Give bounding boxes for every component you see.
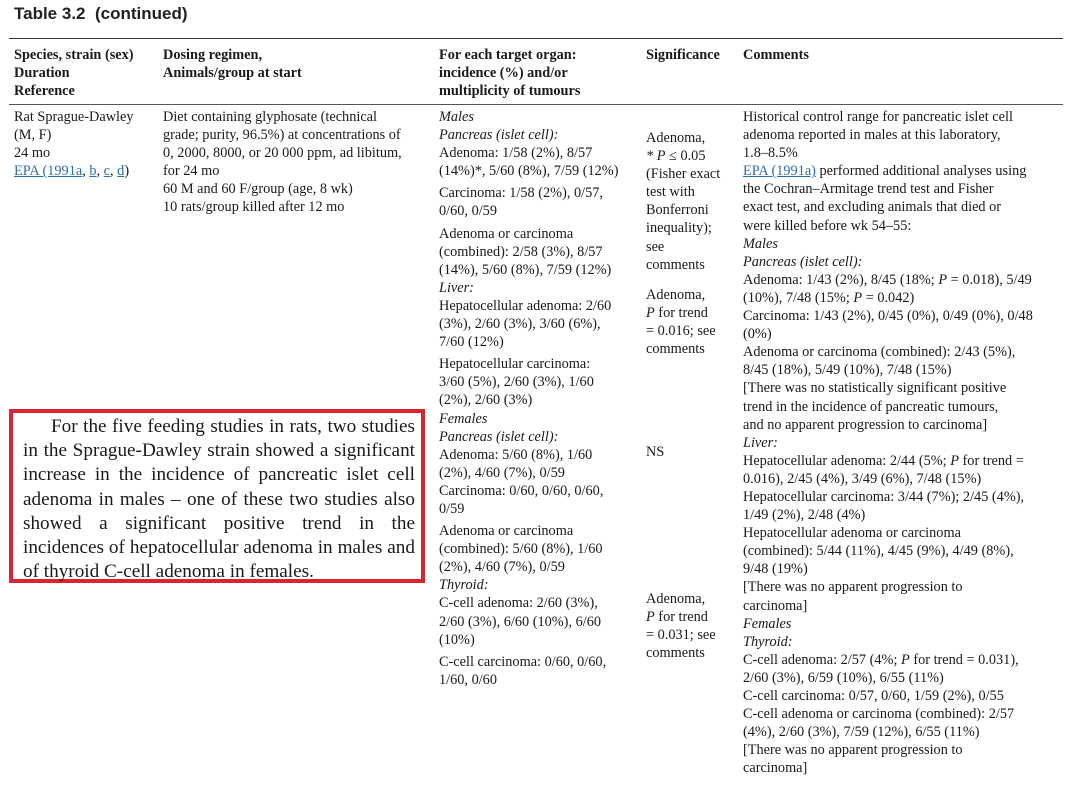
- header-significance: Significance: [646, 47, 720, 63]
- significance-4: Adenoma, P for trend = 0.031; see comments: [646, 591, 716, 662]
- highlight-callout: [9, 409, 425, 583]
- ref-link-b[interactable]: b: [89, 163, 97, 180]
- header-dosing: Dosing regimen, Animals/group at start: [163, 47, 302, 81]
- hep-carcinoma: Hepatocellular carcinoma: 3/60 (5%), 2/60 (3%), 1/60 (2%), 2/60 (3%): [439, 356, 594, 409]
- ref-link-d[interactable]: d: [117, 163, 125, 180]
- ccell-carcinoma: C-cell carcinoma: 0/60, 0/60, 1/60, 0/60: [439, 653, 607, 688]
- female-combined: Adenoma or carcinoma (combined): 5/60 (8%), 1/60 (2%), 4/60 (7%), 0/59: [439, 523, 603, 576]
- callout-text: For the five feeding studies in rats, two studies in the Sprague-Dawley strain showed a significant increase in the incidence of pancreatic islet cell adenoma in males – one of these two studies also showed a significant positive trend in the incidences of hepatocellular adenoma in males and of thyroid C-cell adenoma in females.: [23, 416, 415, 583]
- table-suffix: (continued): [94, 4, 188, 23]
- male-combined: Adenoma or carcinoma (combined): 2/58 (3%), 8/57 (14%), 5/60 (8%), 7/59 (12%): [439, 225, 612, 278]
- male-carcinoma: Carcinoma: 1/58 (2%), 0/57, 0/60, 0/59: [439, 185, 603, 220]
- incidence-cell: Males Pancreas (islet cell): Adenoma: 1/58 (2%), 8/57 (14%)*, 5/60 (8%), 7/59 (12%) Carcinoma: 1/58 (2%), 0/57, 0/60, 0/59 Adenoma or carcinoma (combined): 2/58 (3%), 8/57 (14%), 5/60 (8%), 7/59 (12%) Liver: Hepatocellular adenoma: 2/60 (3%), 2/60 (3%), 3/60 (6%), 7/60 (12%) Hepatocellular carcinoma: 3/60 (5%), 2/60 (3%), 1/60 (2%), 2/60 (3%) Females Pancreas (islet cell): Adenoma: 5/60 (8%), 1/60 (2%), 4/60 (7%), 0/59 Carcinoma: 0/60, 0/60, 0/60, 0/59 Adenoma or carcinoma (combined): 5/60 (8%), 1/60 (2%), 4/60 (7%), 0/59 Thyroid: C-cell adenoma: 2/60 (3%), 2/60 (3%), 6/60 (10%), 6/60 (10%) C-cell carcinoma: 0/60, 0/60, 1/60, 0/60: [439, 108, 639, 689]
- header-target-organ: For each target organ: incidence (%) and/or multiplicity of tumours: [439, 47, 581, 99]
- ccell-adenoma: C-cell adenoma: 2/60 (3%), 2/60 (3%), 6/60 (10%), 6/60 (10%): [439, 595, 602, 648]
- table-label: Table 3.2: [14, 4, 86, 23]
- comments-cell: Historical control range for pancreatic islet cell adenoma reported in males at this laboratory, 1.8–8.5% EPA (1991a) performed additional analyses using the Cochran–Armitage trend test and Fisher exact test, and excluding animals that died or were killed before wk 54–55: Males Pancreas (islet cell): Adenoma: 1/43 (2%), 8/45 (18%; P = 0.018), 5/49 (10%), 7/48 (15%; P = 0.042) Carcinoma: 1/43 (2%), 0/45 (0%), 0/49 (0%), 0/48 (0%) Adenoma or carcinoma (combined): 2/43 (5%), 8/45 (18%), 5/49 (10%), 7/48 (15%) [There was no statistically significant positive trend in the incidence of pancreatic tumours, and no apparent progression to carcinoma] Liver: Hepatocellular adenoma: 2/44 (5%; P for trend = 0.016), 2/45 (4%), 3/49 (6%), 7/48 (15%) Hepatocellular carcinoma: 3/44 (7%); 2/45 (4%), 1/49 (2%), 2/48 (4%) Hepatocellular adenoma or carcinoma (combined): 5/44 (11%), 4/45 (9%), 4/49 (8%), 9/48 (19%) [There was no apparent progression to carcinoma] Females Thyroid: C-cell adenoma: 2/57 (4%; P for trend = 0.031), 2/60 (3%), 6/59 (10%), 6/55 (11%) C-cell carcinoma: 0/57, 0/60, 1/59 (2%), 0/55 C-cell adenoma or carcinoma (combined): 2/57 (4%), 2/60 (3%), 7/59 (12%), 6/55 (11%) [There was no apparent progression to carcinoma]: [743, 109, 1033, 777]
- references: EPA (1991a, b, c, d): [14, 163, 130, 180]
- top-rule: [9, 38, 1063, 39]
- epa-1991a-link[interactable]: EPA (1991a): [743, 163, 816, 180]
- header-species: Species, strain (sex) Duration Reference: [14, 47, 134, 99]
- male-adenoma: Adenoma: 1/58 (2%), 8/57 (14%)*, 5/60 (8%), 7/59 (12%): [439, 145, 619, 180]
- female-adenoma: Adenoma: 5/60 (8%), 1/60 (2%), 4/60 (7%), 0/59: [439, 446, 593, 481]
- female-carcinoma: Carcinoma: 0/60, 0/60, 0/60, 0/59: [439, 482, 604, 517]
- species-cell: Rat Sprague-Dawley (M, F) 24 mo EPA (1991a, b, c, d): [14, 108, 160, 180]
- females-heading: Females: [439, 410, 488, 427]
- header-comments: Comments: [743, 47, 809, 63]
- significance-2: Adenoma, P for trend = 0.016; see comments: [646, 287, 716, 358]
- ref-link-c[interactable]: c: [103, 163, 111, 180]
- significance-1: Adenoma, * P ≤ 0.05 (Fisher exact test with Bonferroni inequality); see comments: [646, 130, 721, 273]
- males-heading: Males: [439, 109, 474, 125]
- table-title: [14, 4, 188, 24]
- hep-adenoma: Hepatocellular adenoma: 2/60 (3%), 2/60 (3%), 3/60 (6%), 7/60 (12%): [439, 297, 612, 351]
- significance-3: NS: [646, 444, 665, 460]
- dosing-cell: Diet containing glyphosate (technical grade; purity, 96.5%) at concentrations of 0, 2000, 8000, or 20 000 ppm, ad libitum, for 24 mo 60 M and 60 F/group (age, 8 wk) 10 rats/group killed after 12 mo: [163, 109, 402, 216]
- ref-link-epa-1991a[interactable]: EPA (1991a: [14, 163, 83, 180]
- header-rule: [9, 104, 1063, 105]
